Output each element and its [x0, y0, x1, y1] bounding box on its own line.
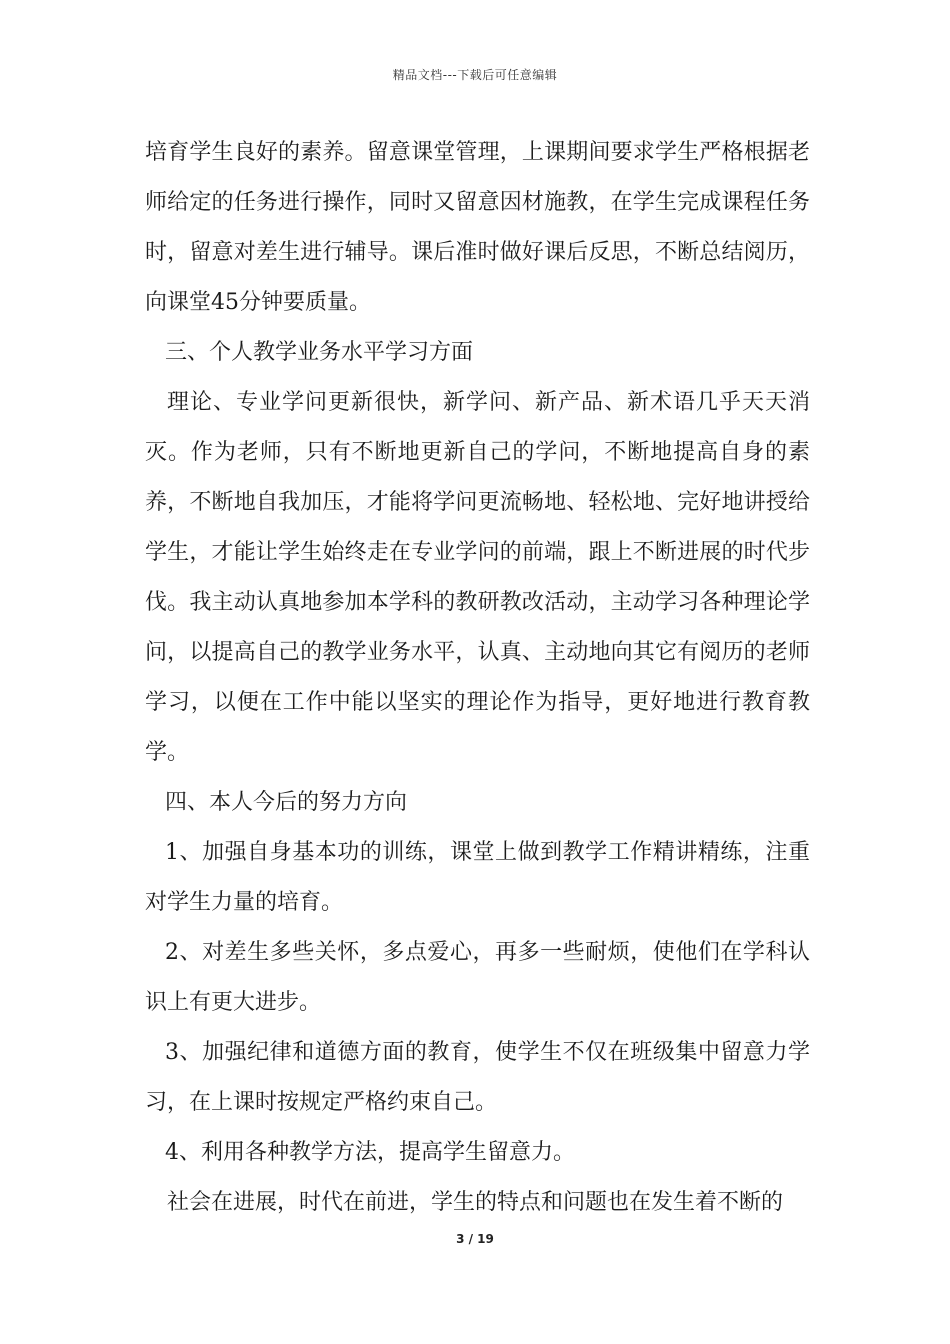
list-item-2: 2、对差生多些关怀，多点爱心，再多一些耐烦，使他们在学科认识上有更大进步。: [145, 940, 810, 1015]
document-body: [145, 128, 810, 1228]
page-header: 精品文档---下载后可任意编辑: [392, 68, 558, 82]
paragraph-teaching-management: 培育学生良好的素养。留意课堂管理，上课期间要求学生严格根据老师给定的任务进行操作，同时又留意因材施教，在学生完成课程任务时，留意对差生进行辅导。课后准时做好课后反思，不断总结阅历，向课堂45分钟要质量。: [145, 140, 810, 315]
paragraph-society-progress: 社会在进展，时代在前进，学生的特点和问题也在发生着不断的: [167, 1190, 784, 1215]
section-heading-three: 三、个人教学业务水平学习方面: [165, 340, 474, 365]
page-number: 3 / 19: [456, 1232, 494, 1246]
list-item-3: 3、加强纪律和道德方面的教育，使学生不仅在班级集中留意力学习，在上课时按规定严格约束自己。: [145, 1040, 810, 1115]
paragraph-professional-study: 理论、专业学问更新很快，新学问、新产品、新术语几乎天天消灭。作为老师，只有不断地更新自己的学问，不断地提高自身的素养，不断地自我加压，才能将学问更流畅地、轻松地、完好地讲授给学生，才能让学生始终走在专业学问的前端，跟上不断进展的时代步伐。我主动认真地参加本学科的教研教改活动，主动学习各种理论学问，以提高自己的教学业务水平，认真、主动地向其它有阅历的老师学习，以便在工作中能以坚实的理论作为指导，更好地进行教育教学。: [145, 390, 810, 765]
section-heading-four: 四、本人今后的努力方向: [165, 790, 408, 815]
list-item-4: 4、利用各种教学方法，提高学生留意力。: [165, 1140, 575, 1165]
list-item-1: 1、加强自身基本功的训练，课堂上做到教学工作精讲精练，注重对学生力量的培育。: [145, 840, 810, 915]
